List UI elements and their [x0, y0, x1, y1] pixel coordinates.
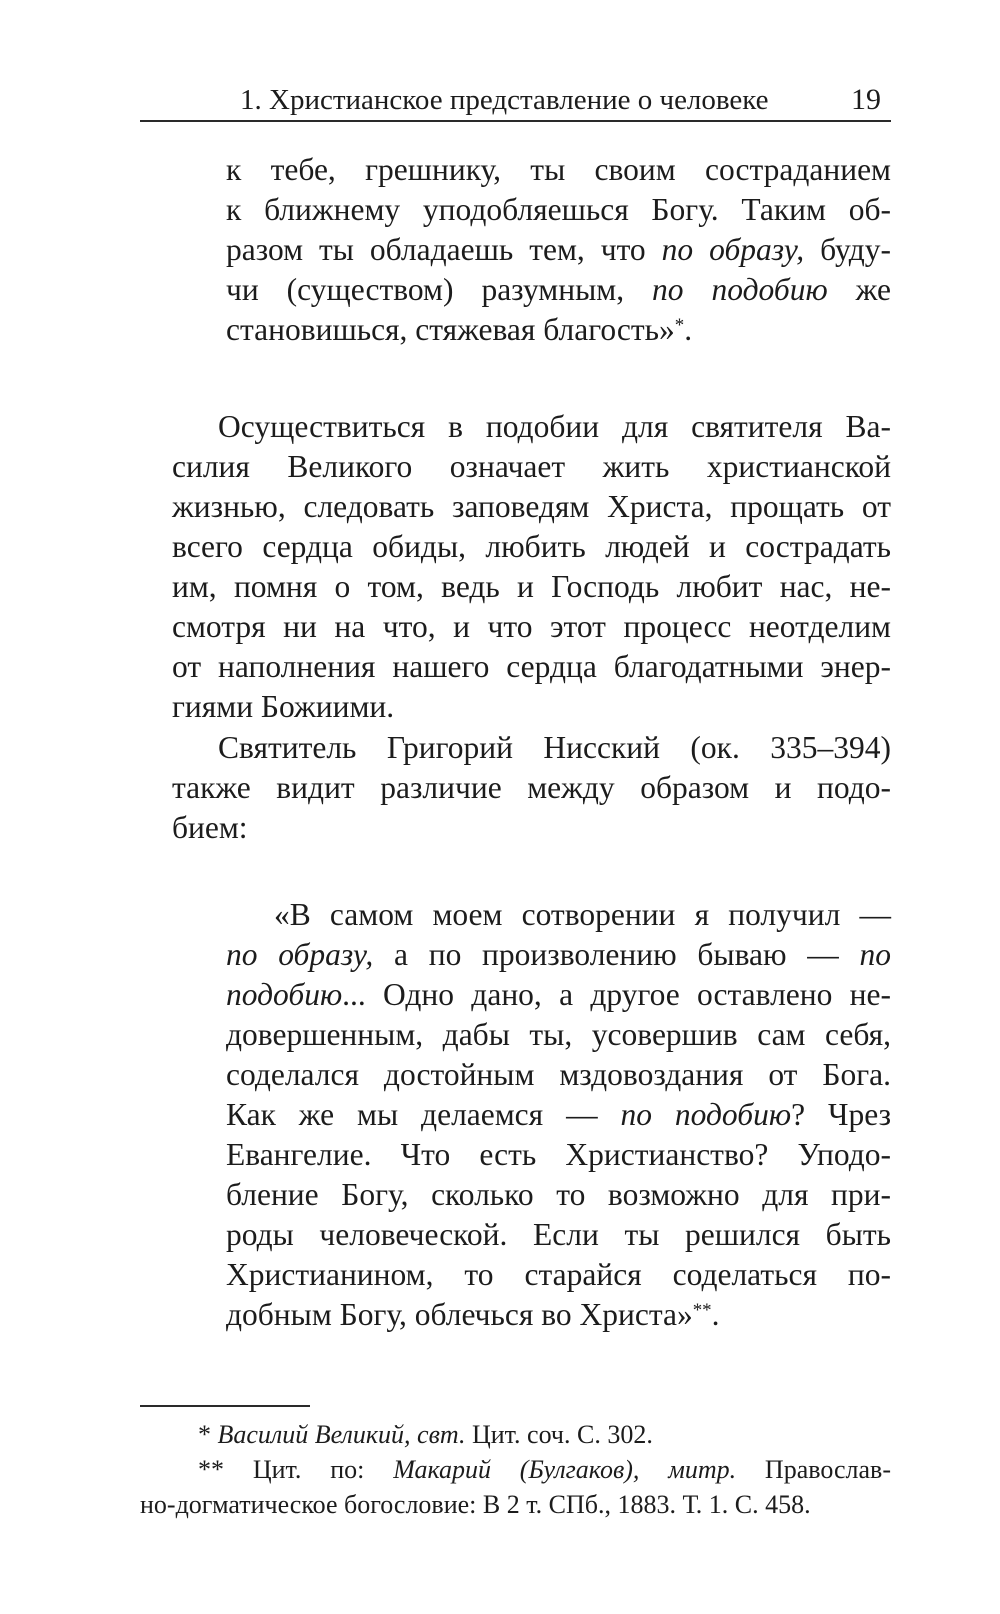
text-line: от наполнения нашего сердца благодатными энер- [172, 649, 891, 684]
page-number: 19 [851, 83, 881, 116]
text-line: довершенным, дабы ты, усовершив сам себя, [226, 1017, 891, 1052]
italic-term: по образу, [661, 232, 805, 267]
text-line: смотря ни на что, и что этот процесс неотделим [172, 609, 891, 644]
text-line: бием: [172, 810, 248, 845]
text-line: добным Богу, облечься во Христа»**. [226, 1297, 720, 1332]
italic-term: по [859, 937, 891, 972]
running-header [140, 80, 891, 122]
italic-term: по образу, [226, 937, 374, 972]
footnote-2-cont: но-догматическое богословие: В 2 т. СПб., 1883. Т. 1. С. 458. [140, 1490, 811, 1519]
italic-term: по подобию [652, 272, 828, 307]
text-line: им, помня о том, ведь и Господь любит нас, не- [172, 569, 891, 604]
italic-term: подобию [226, 977, 343, 1012]
text-line: всего сердца обиды, любить людей и сострадать [172, 529, 891, 564]
text-line: Как же мы делаемся — по подобию? Чрез [226, 1097, 892, 1132]
text-line: Христианином, то старайся соделаться по- [226, 1257, 891, 1292]
footnote-author: Василий Великий, свт. [217, 1420, 466, 1449]
footnote-author: Макарий (Булгаков), митр. [393, 1455, 737, 1484]
text-line: Святитель Григорий Нисский (ок. 335–394) [218, 730, 891, 765]
text-line: подобию... Одно дано, а другое оставлено не- [226, 977, 891, 1012]
text-line: становишься, стяжевая благость»*. [226, 312, 693, 347]
text-line: силия Великого означает жить христианской [172, 449, 891, 484]
text-line: Евангелие. Что есть Христианство? Уподо- [226, 1137, 891, 1172]
text-line: чи (существом) разумным, по подобию же [226, 272, 891, 307]
text-line: также видит различие между образом и подо- [172, 770, 891, 805]
text-line: Осуществиться в подобии для святителя Ва- [218, 409, 891, 444]
text-line: к тебе, грешнику, ты своим состраданием [226, 152, 891, 187]
text-line: соделался достойным мздовоздания от Бога. [226, 1057, 891, 1092]
italic-term: по подобию [620, 1097, 792, 1132]
footnote-ref: * [674, 315, 685, 336]
text-line: разом ты обладаешь тем, что по образу, буду- [226, 232, 891, 267]
chapter-title: 1. Христианское представление о человеке [240, 84, 769, 116]
text-line: бление Богу, сколько то возможно для при- [226, 1177, 891, 1212]
text-line: гиями Божиими. [172, 689, 395, 724]
footnote-ref: ** [692, 1300, 712, 1321]
text-line: жизнью, следовать заповедям Христа, прощать от [172, 489, 891, 524]
footnote-2: ** Цит. по: Макарий (Булгаков), митр. Православ- [198, 1455, 891, 1484]
text-line: «В самом моем сотворении я получил — [274, 897, 891, 932]
text-line: по образу, а по произволению бываю — по [226, 937, 891, 972]
footnote-1: * Василий Великий, свт. Цит. соч. С. 302. [198, 1420, 653, 1449]
text-line: роды человеческой. Если ты решился быть [226, 1217, 891, 1252]
text-line: к ближнему уподобляешься Богу. Таким об- [226, 192, 891, 227]
footnote-divider [140, 1405, 310, 1407]
